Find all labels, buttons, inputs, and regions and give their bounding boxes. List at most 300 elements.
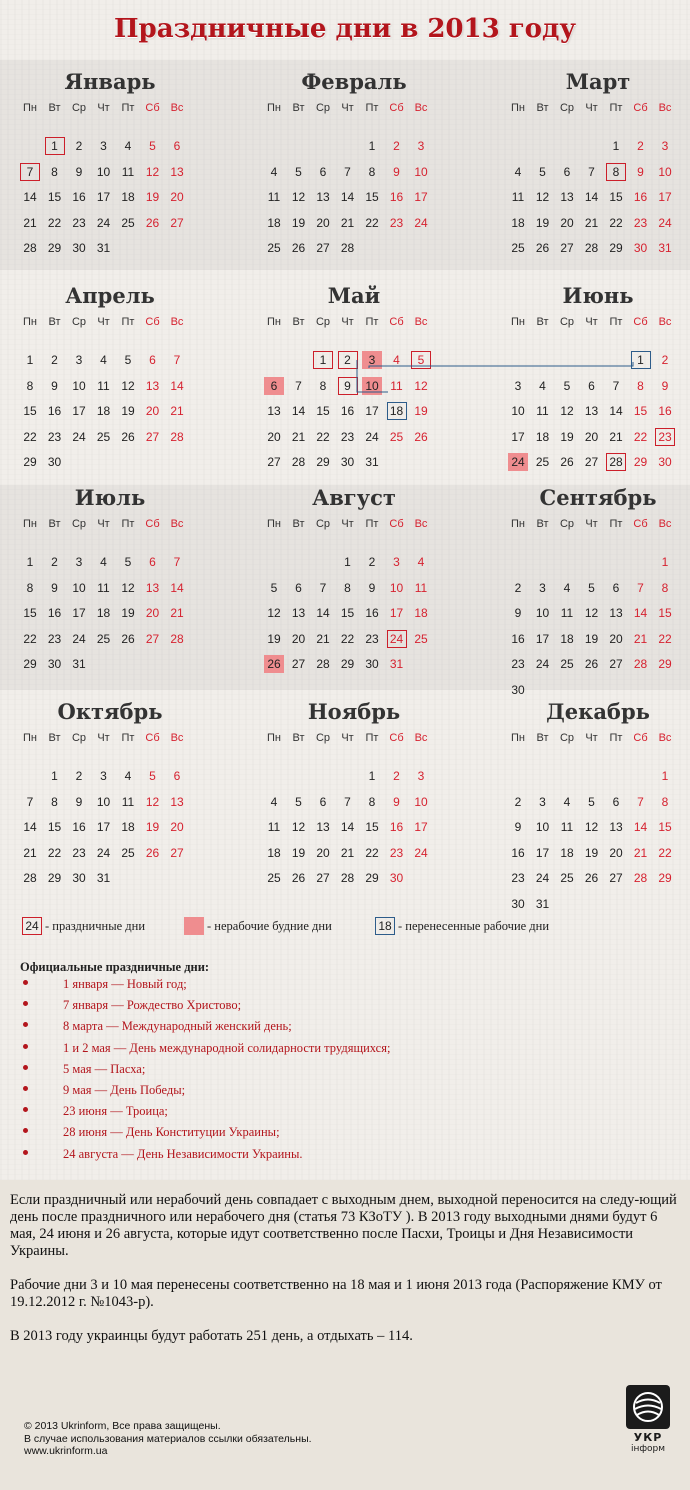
day-cell: 16 (340, 404, 355, 419)
day-cell: 6 (264, 377, 284, 395)
day-cell: 5 (149, 769, 156, 783)
day-cell: 14 (340, 190, 355, 205)
day-cell: 23 (511, 871, 525, 886)
day-cell: 11 (121, 164, 135, 179)
day-cell: 20 (316, 215, 330, 230)
legend-holiday-label: - праздничные дни (45, 918, 146, 933)
day-cell: 10 (96, 794, 111, 809)
holiday-text: 24 августа — День Независимости Украины. (63, 1146, 303, 1161)
day-cell: 9 (514, 606, 522, 621)
day-cell: 13 (609, 820, 623, 835)
weekday-header (264, 102, 444, 122)
ukrinform-logo (624, 1385, 672, 1475)
day-cell: 5 (563, 378, 571, 393)
month-11 (264, 698, 444, 927)
day-cell: 4 (124, 139, 132, 153)
day-cell: 4 (100, 555, 107, 569)
day-cell: 19 (291, 215, 306, 230)
day-cell: 31 (365, 455, 379, 470)
holiday-item (20, 998, 660, 1019)
day-cell: 3 (539, 580, 546, 595)
day-cell: 27 (609, 871, 623, 886)
weekday-header (264, 518, 444, 538)
day-cell: 10 (96, 164, 111, 179)
day-cell: 30 (72, 871, 86, 886)
day-cell: 29 (633, 455, 648, 470)
day-cell: 12 (145, 164, 160, 179)
footer-link[interactable]: www.ukrinform.ua (24, 1445, 108, 1457)
day-cell: 24 (72, 429, 86, 444)
holiday-text: 1 и 2 мая — День международной солидарности трудящихся; (63, 1040, 391, 1055)
day-cell: 6 (173, 769, 181, 783)
weekday-label: Сб (633, 732, 648, 744)
day-cell: 1 (368, 139, 376, 153)
day-cell: 2 (51, 555, 58, 569)
day-cell: 8 (26, 580, 34, 595)
day-cell: 28 (170, 429, 184, 444)
day-cell: 10 (72, 378, 86, 393)
day-cell: 16 (47, 404, 62, 419)
weekday-label: Пт (609, 316, 623, 328)
days-grid (508, 137, 688, 297)
month-name: Август (312, 485, 396, 510)
day-cell: 14 (23, 820, 37, 835)
weekday-label: Сб (633, 518, 648, 530)
day-cell: 10 (72, 580, 86, 595)
day-cell: 21 (633, 845, 648, 860)
month-5 (264, 282, 444, 511)
weekday-header (508, 316, 688, 336)
bullet-icon (23, 1044, 28, 1049)
legend-moved-label: - перенесенные рабочие дни (398, 918, 550, 933)
day-cell: 8 (51, 164, 58, 179)
day-cell: 17 (414, 820, 428, 835)
day-cell: 23 (633, 215, 648, 230)
day-cell: 13 (291, 606, 306, 621)
day-cell: 3 (417, 139, 425, 153)
month-12 (508, 698, 688, 927)
footer-note: В случае использования материалов ссылки обязательны. (24, 1432, 312, 1445)
day-cell: 3 (100, 769, 107, 783)
day-cell: 15 (23, 404, 37, 419)
weekday-label: Чт (341, 102, 354, 114)
day-cell: 25 (96, 429, 111, 444)
weekday-label: Пт (121, 518, 135, 530)
weekday-label: Чт (97, 102, 110, 114)
day-cell: 23 (365, 631, 379, 646)
day-cell: 18 (511, 215, 525, 230)
legend-nonwork-swatch (184, 917, 204, 935)
day-cell: 16 (72, 820, 86, 835)
day-cell: 12 (535, 190, 550, 205)
day-cell: 10 (389, 580, 404, 595)
day-cell: 18 (535, 429, 550, 444)
day-cell: 26 (121, 429, 135, 444)
weekday-label: Сб (145, 102, 160, 114)
day-cell: 22 (23, 429, 37, 444)
day-cell: 27 (316, 871, 330, 886)
day-cell: 28 (23, 871, 37, 886)
weekday-label: Пн (23, 732, 37, 744)
month-name: Февраль (301, 69, 407, 94)
month-9 (508, 484, 688, 713)
day-cell: 27 (170, 215, 184, 230)
day-cell: 25 (267, 241, 281, 256)
days-grid (264, 767, 444, 927)
day-cell: 27 (609, 657, 623, 672)
day-cell: 25 (267, 871, 281, 886)
day-cell: 9 (661, 378, 669, 393)
day-cell: 10 (414, 794, 428, 809)
day-cell: 26 (121, 631, 135, 646)
day-cell: 16 (658, 404, 672, 419)
day-cell: 15 (658, 606, 672, 621)
day-cell: 18 (121, 820, 135, 835)
day-cell: 21 (170, 404, 184, 419)
day-cell: 25 (535, 455, 550, 470)
day-cell: 17 (72, 404, 86, 419)
weekday-header (264, 316, 444, 336)
weekday-label: Вт (292, 732, 305, 744)
weekday-label: Сб (145, 518, 160, 530)
day-cell: 22 (658, 845, 672, 860)
day-cell: 15 (609, 190, 623, 205)
day-cell: 12 (291, 190, 306, 205)
day-cell: 15 (633, 404, 648, 419)
weekday-label: Вс (658, 518, 672, 530)
day-cell: 3 (661, 139, 669, 153)
weekday-label: Вс (414, 316, 428, 328)
day-cell: 20 (609, 631, 623, 646)
day-cell: 27 (584, 455, 599, 470)
day-cell: 22 (47, 215, 62, 230)
day-cell: 25 (389, 429, 404, 444)
weekday-label: Чт (341, 316, 354, 328)
day-cell: 21 (340, 215, 355, 230)
day-cell: 1 (612, 139, 620, 153)
day-cell: 30 (658, 455, 672, 470)
day-cell: 11 (97, 580, 110, 595)
day-cell: 15 (365, 820, 379, 835)
day-cell: 12 (145, 794, 160, 809)
day-cell: 1 (661, 555, 669, 569)
day-cell: 10 (511, 404, 525, 419)
day-cell: 23 (47, 429, 62, 444)
day-cell: 8 (637, 378, 644, 393)
weekday-label: Вт (536, 316, 549, 328)
day-cell: 18 (560, 631, 574, 646)
day-cell: 29 (658, 871, 672, 886)
holiday-item (20, 1041, 660, 1062)
day-cell: 13 (584, 404, 599, 419)
day-cell: 30 (340, 455, 355, 470)
day-cell: 1 (661, 769, 669, 783)
day-cell: 14 (316, 606, 330, 621)
days-grid (508, 767, 688, 927)
day-cell: 9 (393, 794, 400, 809)
weekday-header (20, 316, 200, 336)
day-cell: 14 (170, 378, 184, 393)
day-cell: 18 (414, 606, 428, 621)
day-cell: 4 (539, 378, 546, 393)
weekday-label: Вс (414, 518, 428, 530)
weekday-label: Сб (633, 102, 648, 114)
weekday-label: Пт (609, 732, 623, 744)
weekday-label: Чт (585, 518, 598, 530)
day-cell: 3 (393, 555, 400, 569)
day-cell: 6 (588, 378, 595, 393)
day-cell: 15 (47, 820, 62, 835)
weekday-label: Ср (559, 102, 575, 114)
bullet-icon (23, 1086, 28, 1091)
day-cell: 31 (389, 657, 404, 672)
day-cell: 13 (145, 378, 160, 393)
day-cell: 19 (584, 631, 599, 646)
day-cell: 27 (145, 631, 160, 646)
day-cell: 14 (170, 580, 184, 595)
day-cell: 27 (291, 657, 306, 672)
day-cell: 24 (96, 845, 111, 860)
day-cell: 14 (340, 820, 355, 835)
weekday-label: Вс (658, 102, 672, 114)
day-cell: 31 (96, 871, 111, 886)
month-8 (264, 484, 444, 713)
day-cell: 30 (365, 657, 379, 672)
day-cell: 7 (344, 794, 351, 809)
day-cell: 24 (72, 631, 86, 646)
day-cell: 5 (539, 164, 546, 179)
day-cell: 7 (20, 163, 40, 181)
day-cell: 19 (291, 845, 306, 860)
day-cell: 14 (633, 606, 648, 621)
holiday-text: 28 июня — День Конституции Украины; (63, 1125, 280, 1140)
weekday-label: Пт (609, 102, 623, 114)
bullet-icon (23, 1065, 28, 1070)
weekday-header (508, 102, 688, 122)
weekday-label: Вт (48, 518, 61, 530)
day-cell: 16 (511, 845, 525, 860)
day-cell: 11 (414, 580, 428, 595)
day-cell: 25 (414, 631, 428, 646)
day-cell: 4 (393, 353, 400, 367)
weekday-label: Пт (365, 102, 379, 114)
day-cell: 22 (365, 215, 379, 230)
day-cell: 29 (365, 871, 379, 886)
day-cell: 20 (584, 429, 599, 444)
info-paragraph: Рабочие дни 3 и 10 мая перенесены соответственно на 18 мая и 1 июня 2013 года (Распоряжение КМУ от 19.12.2012 г. №1043-р). (10, 1277, 662, 1310)
day-cell: 15 (23, 606, 37, 621)
day-cell: 20 (316, 845, 330, 860)
weekday-label: Пн (267, 102, 281, 114)
day-cell: 7 (26, 794, 34, 809)
day-cell: 31 (535, 897, 550, 911)
holiday-text: 5 мая — Пасха; (63, 1061, 146, 1076)
day-cell: 28 (170, 631, 184, 646)
info-paragraph: Если праздничный или нерабочий день совпадает с выходным днем, выходной переносится на следу-ющий день после праздничного или нерабочего дня (статья 73 КЗоТУ ). В 2013 году выходными днями будут 6 мая, 24 июня и 26 августа, которые идут соответственно после Пасхи, Троицы и Дня Независимости Украины. (10, 1192, 677, 1259)
month-name: Апрель (65, 283, 155, 308)
day-cell: 5 (588, 580, 595, 595)
day-cell: 22 (658, 631, 672, 646)
weekday-label: Вс (658, 732, 672, 744)
days-grid (20, 767, 200, 927)
day-cell: 23 (389, 845, 404, 860)
legend-moved-swatch: 18 (375, 917, 395, 935)
bullet-icon (23, 1022, 28, 1027)
bullet-icon (23, 1128, 28, 1133)
weekday-label: Чт (97, 316, 110, 328)
weekday-label: Пт (609, 518, 623, 530)
day-cell: 11 (267, 820, 281, 835)
day-cell: 25 (121, 215, 135, 230)
day-cell: 18 (96, 404, 111, 419)
weekday-label: Пт (365, 518, 379, 530)
day-cell: 14 (633, 820, 648, 835)
day-cell: 13 (316, 190, 330, 205)
day-cell: 16 (47, 606, 62, 621)
day-cell: 27 (145, 429, 160, 444)
day-cell: 18 (267, 845, 281, 860)
day-cell: 25 (511, 241, 525, 256)
day-cell: 11 (97, 378, 110, 393)
month-name: Январь (64, 69, 156, 94)
day-cell: 20 (609, 845, 623, 860)
day-cell: 4 (100, 353, 107, 367)
day-cell: 6 (612, 794, 620, 809)
weekday-label: Пн (23, 316, 37, 328)
day-cell: 2 (514, 580, 522, 595)
day-cell: 13 (609, 606, 623, 621)
weekday-label: Ср (559, 316, 575, 328)
day-cell: 21 (584, 215, 599, 230)
days-grid (264, 553, 444, 713)
weekday-label: Пн (511, 732, 525, 744)
day-cell: 17 (96, 820, 111, 835)
day-cell: 26 (560, 455, 574, 470)
day-cell: 2 (75, 769, 83, 783)
weekday-header (508, 732, 688, 752)
day-cell: 31 (72, 657, 86, 672)
day-cell: 12 (584, 820, 599, 835)
month-6 (508, 282, 688, 511)
day-cell: 7 (173, 353, 181, 367)
day-cell: 14 (23, 190, 37, 205)
globe-icon (626, 1385, 670, 1429)
holiday-text: 23 июня — Троица; (63, 1104, 168, 1119)
day-cell: 2 (368, 555, 376, 569)
day-cell: 17 (72, 606, 86, 621)
weekday-label: Пн (511, 102, 525, 114)
logo-subtext: інформ (630, 1444, 666, 1454)
holiday-item (20, 1062, 660, 1083)
day-cell: 16 (389, 190, 404, 205)
day-cell: 16 (511, 631, 525, 646)
day-cell: 22 (365, 845, 379, 860)
day-cell: 25 (560, 657, 574, 672)
day-cell: 19 (267, 631, 281, 646)
day-cell: 7 (637, 580, 644, 595)
day-cell: 19 (584, 845, 599, 860)
day-cell: 2 (661, 353, 669, 367)
legend-nonwork-label: - нерабочие будние дни (207, 918, 332, 933)
weekday-header (508, 518, 688, 538)
copyright: © 2013 Ukrinform, Все права защищены. (24, 1420, 221, 1432)
weekday-label: Вт (536, 732, 549, 744)
day-cell: 1 (45, 137, 65, 155)
day-cell: 5 (295, 164, 302, 179)
day-cell: 28 (23, 241, 37, 256)
weekday-label: Чт (341, 732, 354, 744)
day-cell: 20 (560, 215, 574, 230)
day-cell: 25 (121, 845, 135, 860)
days-grid (508, 553, 688, 713)
day-cell: 27 (170, 845, 184, 860)
day-cell: 1 (51, 769, 58, 783)
weekday-label: Чт (585, 316, 598, 328)
month-2 (264, 68, 444, 297)
day-cell: 2 (51, 353, 58, 367)
weekday-label: Ср (71, 732, 87, 744)
weekday-label: Чт (97, 518, 110, 530)
day-cell: 6 (149, 555, 156, 569)
month-1 (20, 68, 200, 297)
day-cell: 18 (121, 190, 135, 205)
day-cell: 17 (535, 631, 550, 646)
day-cell: 10 (535, 820, 550, 835)
day-cell: 26 (291, 871, 306, 886)
day-cell: 26 (291, 241, 306, 256)
day-cell: 13 (145, 580, 160, 595)
day-cell: 23 (47, 631, 62, 646)
day-cell: 22 (340, 631, 355, 646)
weekday-label: Ср (559, 518, 575, 530)
day-cell: 23 (72, 845, 86, 860)
day-cell: 27 (560, 241, 574, 256)
day-cell: 6 (319, 164, 327, 179)
days-grid (20, 553, 200, 713)
weekday-label: Ср (315, 102, 331, 114)
day-cell: 4 (270, 794, 278, 809)
day-cell: 2 (393, 139, 400, 153)
day-cell: 26 (584, 657, 599, 672)
day-cell: 20 (170, 820, 184, 835)
day-cell: 18 (387, 402, 407, 420)
day-cell: 21 (340, 845, 355, 860)
weekday-label: Пн (267, 316, 281, 328)
day-cell: 7 (319, 580, 327, 595)
weekday-label: Вт (48, 102, 61, 114)
day-cell: 2 (514, 794, 522, 809)
day-cell: 29 (47, 871, 62, 886)
weekday-label: Ср (315, 518, 331, 530)
day-cell: 17 (511, 429, 525, 444)
month-4 (20, 282, 200, 511)
day-cell: 19 (121, 404, 135, 419)
day-cell: 4 (124, 769, 132, 783)
days-grid (20, 137, 200, 297)
weekday-label: Вс (658, 316, 672, 328)
day-cell: 30 (511, 683, 525, 697)
month-name: Июнь (562, 283, 634, 308)
day-cell: 20 (170, 190, 184, 205)
day-cell: 9 (75, 164, 83, 179)
day-cell: 31 (96, 241, 111, 256)
day-cell: 11 (560, 606, 574, 621)
day-cell: 7 (173, 555, 181, 569)
weekday-label: Ср (71, 518, 87, 530)
day-cell: 4 (563, 794, 571, 809)
day-cell: 24 (535, 871, 550, 886)
day-cell: 18 (96, 606, 111, 621)
